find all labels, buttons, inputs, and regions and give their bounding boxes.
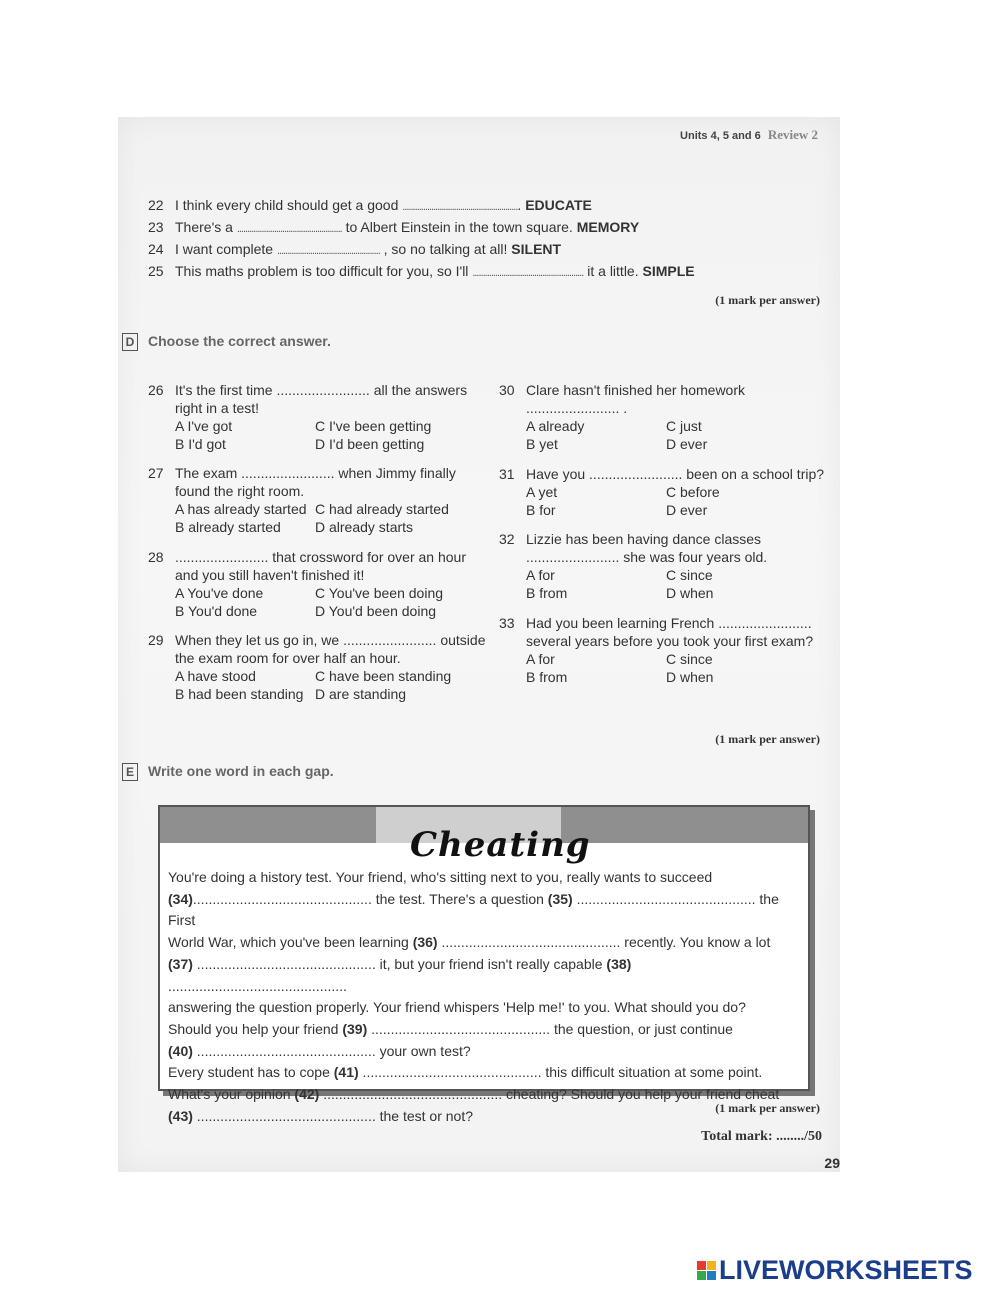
answer-gap[interactable]: ................................................... <box>236 223 342 235</box>
option-d[interactable]: D when <box>666 669 714 685</box>
option-b[interactable]: B I'd got <box>175 436 226 452</box>
option-c[interactable]: C just <box>666 418 702 434</box>
liveworksheets-logo <box>697 1255 973 1285</box>
question-22: 22 I think every child should get a good ......................................................... EDUCATE <box>148 197 592 213</box>
section-letter: E <box>122 763 138 781</box>
text-line: Every student has to cope (41) .............................................. this difficult situation at some point. <box>168 1064 763 1081</box>
option-d[interactable]: D already starts <box>315 519 414 535</box>
option-a[interactable]: A already <box>526 418 585 434</box>
question-27: 27 The exam ........................ when Jimmy finally found the right room. A has already started C had already started B already started D already starts <box>175 464 465 536</box>
option-d[interactable]: D ever <box>666 436 708 452</box>
option-b[interactable]: B had been standing <box>175 686 304 702</box>
text-line: (43) .............................................. the test or not? <box>168 1107 474 1124</box>
question-29: 29 When they let us go in, we ........................ outside the exam room for over half an hour. A have stood C have been standing B had been standing D are standing <box>148 632 486 702</box>
option-b[interactable]: B yet <box>526 436 558 452</box>
keyword: SIMPLE <box>642 263 695 279</box>
text-line: answering the question properly. Your friend whispers 'Help me!' to you. What should you do? <box>168 999 746 1016</box>
logo-text: LIVEWORKSHEETS <box>719 1254 973 1285</box>
text-title: Cheating <box>410 825 591 865</box>
option-a[interactable]: A I've got <box>175 418 233 434</box>
option-c[interactable]: C since <box>666 651 713 667</box>
option-c[interactable]: C You've been doing <box>315 585 444 601</box>
answer-gap[interactable]: ........................................................ <box>402 201 518 213</box>
question-25: 25 This maths problem is too difficult for you, so I'll ...................................................... it a little. SIMPLE <box>148 263 695 279</box>
option-d[interactable]: D I'd been getting <box>315 436 425 452</box>
option-b[interactable]: B from <box>526 669 568 685</box>
option-c[interactable]: C had already started <box>315 501 449 517</box>
option-b[interactable]: B You'd done <box>175 603 258 619</box>
section-e-heading: E Write one word in each gap. <box>122 763 334 781</box>
answer-gap[interactable]: .................................................. <box>276 245 380 257</box>
review-label: Review 2 <box>767 127 818 142</box>
keyword: EDUCATE <box>525 197 592 213</box>
option-b[interactable]: B already started <box>175 519 281 535</box>
text-line: World War, which you've been learning (36) .............................................. recently. You know a lot <box>168 934 771 951</box>
option-b[interactable]: B for <box>526 502 556 518</box>
option-c[interactable]: C I've been getting <box>315 418 432 434</box>
question-31: 31 Have you ........................ been on a school trip? A yet C before B for D ever <box>499 466 825 518</box>
text-line: (40) .............................................. your own test? <box>168 1042 471 1059</box>
option-d[interactable]: D are standing <box>315 686 407 702</box>
option-d[interactable]: D when <box>666 585 714 601</box>
option-a[interactable]: A You've done <box>175 585 264 601</box>
section-d-heading: D Choose the correct answer. <box>122 333 331 351</box>
question-24: 24 I want complete .................................................. , so no talking at all! SILENT <box>148 241 562 257</box>
question-33: 33 Had you been learning French ........................ several years before you took your first exam? A for C since B from D when <box>526 614 816 686</box>
option-c[interactable]: C before <box>666 484 720 500</box>
option-c[interactable]: C since <box>666 567 713 583</box>
option-a[interactable]: A have stood <box>175 668 256 684</box>
option-a[interactable]: A has already started <box>175 501 307 517</box>
units-label: Units 4, 5 and 6 <box>680 130 761 142</box>
option-a[interactable]: A yet <box>526 484 558 500</box>
logo-mark-icon <box>697 1261 716 1280</box>
text-line: You're doing a history test. Your friend, who's sitting next to you, really wants to succeed <box>168 869 713 885</box>
gap-fill-text <box>168 867 800 1127</box>
keyword: SILENT <box>511 241 562 257</box>
keyword: MEMORY <box>576 219 640 235</box>
text-line: (37) .............................................. it, but your friend isn't really capable (38) .............................................. <box>168 955 632 994</box>
marks-note-c: (1 mark per answer) <box>715 293 820 307</box>
question-26: 26 It's the first time ........................ all the answers right in a test! A I've got C I've been getting B I'd got D I'd been getting <box>148 382 468 452</box>
answer-gap[interactable]: ...................................................... <box>472 267 584 279</box>
section-letter: D <box>122 333 138 351</box>
marks-note-d: (1 mark per answer) <box>715 732 820 746</box>
text-line: (34).............................................. the test. There's a question (35) .............................................. the First <box>168 890 779 929</box>
option-d[interactable]: D ever <box>666 502 708 518</box>
page-header <box>680 127 818 143</box>
total-mark: Total mark: ......../50 <box>701 1129 822 1144</box>
question-30: 30 Clare hasn't finished her homework ........................ . A already C just B yet D ever <box>526 381 816 453</box>
option-a[interactable]: A for <box>526 651 555 667</box>
page-number: 29 <box>824 1155 840 1171</box>
option-a[interactable]: A for <box>526 567 555 583</box>
option-c[interactable]: C have been standing <box>315 668 452 684</box>
marks-note-e: (1 mark per answer) <box>715 1101 820 1115</box>
worksheet-page <box>118 117 840 1172</box>
question-23: 23 There's a ................................................... to Albert Einstein in the town square. MEMORY <box>148 219 640 235</box>
text-line: Should you help your friend (39) .............................................. the question, or just continue <box>168 1020 733 1037</box>
question-32: 32 Lizzie has been having dance classes ........................ she was four years old. A for C since B from D when <box>526 530 816 602</box>
option-d[interactable]: D You'd been doing <box>315 603 437 619</box>
text-line: What's your opinion (42) .............................................. cheating? Should you help your friend cheat <box>168 1086 780 1103</box>
option-b[interactable]: B from <box>526 585 568 601</box>
question-28: 28 ........................ that crossword for over an hour and you still haven't finished it! A You've done C You've been doing B You'd done D You'd been doing <box>148 549 466 619</box>
